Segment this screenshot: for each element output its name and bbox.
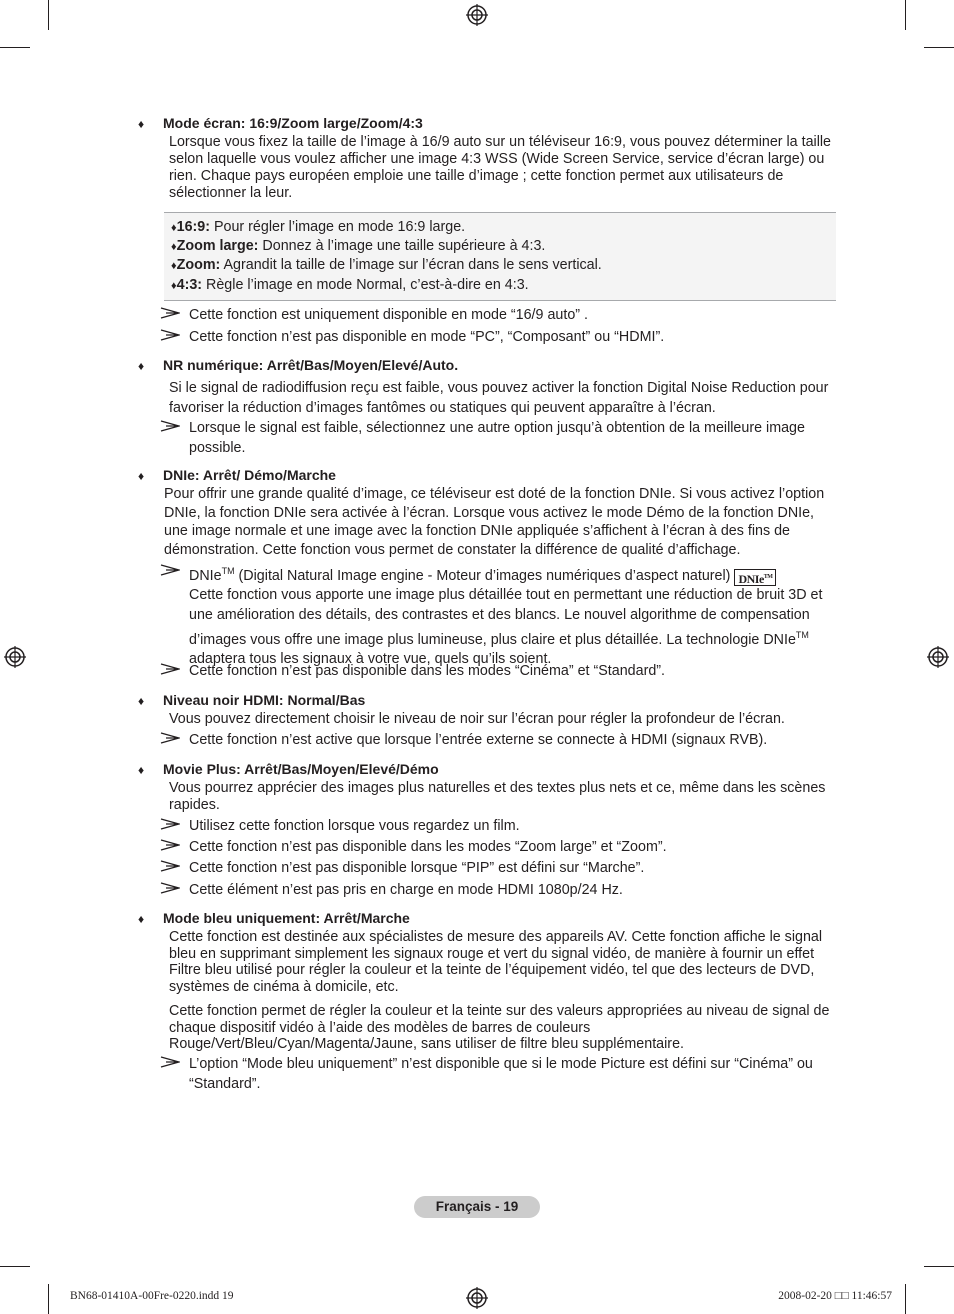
section-heading: ♦ Mode écran: 16:9/Zoom large/Zoom/4:3 (138, 115, 423, 131)
note-arrow-icon (160, 882, 180, 894)
note-arrow-icon (160, 732, 180, 744)
registration-mark-icon (466, 4, 488, 26)
registration-mark-icon (927, 646, 949, 668)
note-arrow-icon (160, 564, 180, 576)
section-heading: ♦ NR numérique: Arrêt/Bas/Moyen/Elevé/Auto. (138, 357, 459, 373)
section-heading: ♦ Movie Plus: Arrêt/Bas/Moyen/Elevé/Démo (138, 761, 439, 777)
note: Cette fonction n’est pas disponible lorsque “PIP” est défini sur “Marche”. (160, 858, 840, 878)
dnie-logo: DNIe™ (734, 569, 776, 586)
registration-mark-icon (466, 1287, 488, 1309)
note-arrow-icon (160, 1056, 180, 1068)
section-paragraph: Vous pourrez apprécier des images plus naturelles et des textes plus nets et ce, même dans les scènes rapides. (169, 780, 826, 813)
option-row: ♦Zoom: Agrandit la taille de l’image sur l’écran dans le sens vertical. (171, 257, 602, 273)
note: Cette fonction est uniquement disponible en mode “16/9 auto” . (160, 305, 840, 325)
note: Utilisez cette fonction lorsque vous regardez un film. (160, 816, 840, 836)
note: Cette fonction n’est pas disponible en mode “PC”, “Composant” ou “HDMI”. (160, 327, 840, 347)
slug-left: BN68-01410A-00Fre-0220.indd 19 (70, 1290, 234, 1302)
note-arrow-icon (160, 307, 180, 319)
note: Cette élément n’est pas pris en charge en mode HDMI 1080p/24 Hz. (160, 880, 840, 900)
note: Cette fonction n’est pas disponible dans les modes “Cinéma” et “Standard”. (160, 661, 840, 681)
section-paragraph: Si le signal de radiodiffusion reçu est faible, vous pouvez activer la fonction Digital Noise Reduction pour favoriser la réduction d’images fantômes ou statiques qui peuvent apparaître à l’écran. (169, 380, 829, 416)
crop-mark (48, 1284, 49, 1314)
options-box (164, 212, 836, 301)
crop-mark (48, 0, 49, 30)
note: Lorsque le signal est faible, sélectionnez une autre option jusqu’à obtention de la meilleure image possible. (160, 418, 840, 458)
note-arrow-icon (160, 663, 180, 675)
crop-mark (924, 1266, 954, 1267)
section-heading: ♦ DNIe: Arrêt/ Démo/Marche (138, 467, 336, 483)
crop-mark (905, 1284, 906, 1314)
note-arrow-icon (160, 839, 180, 851)
section-heading: ♦ Niveau noir HDMI: Normal/Bas (138, 692, 366, 708)
note: Cette fonction n’est active que lorsque l’entrée externe se connecte à HDMI (signaux RVB). (160, 730, 840, 750)
crop-mark (0, 1266, 30, 1267)
bullet: ♦ (138, 117, 145, 131)
option-row: ♦Zoom large: Donnez à l’image une taille supérieure à 4:3. (171, 238, 546, 254)
section-paragraph: Vous pouvez directement choisir le niveau de noir sur l’écran pour régler la profondeur de l’écran. (169, 711, 785, 727)
crop-mark (0, 47, 30, 48)
registration-mark-icon (4, 646, 26, 668)
note: Cette fonction n’est pas disponible dans les modes “Zoom large” et “Zoom”. (160, 837, 840, 857)
page-number-badge: Français - 19 (414, 1196, 540, 1218)
section-paragraph: Cette fonction est destinée aux spécialistes de mesure des appareils AV. Cette fonction affiche le signal bleu en supprimant simplement les signaux rouge et vert du signal vidéo, de manière à fournir un effet Filtre bleu utilisé pour régler la couleur et la teinte de l’équipement vidéo, tel que des lecteurs de DVD, systèmes de cinéma à domicile, etc. (169, 929, 823, 995)
crop-mark (905, 0, 906, 30)
note-arrow-icon (160, 329, 180, 341)
section-paragraph: Cette fonction permet de régler la couleur et la teinte sur des valeurs appropriées au niveau de signal de chaque dispositif vidéo à l’aide des modèles de barres de couleurs Rouge/Vert/Bleu/Cyan/Magenta/Jaune, sans utiliser de filtre bleu supplémentaire. (169, 1003, 830, 1052)
note: DNIe™ (Digital Natural Image engine - Moteur d’images numériques d’aspect naturel) DNIe™ Cette fonction vous apporte une image plus détaillée tout en permettant une réduction de bruit 3D et une amélioration des détails, des contrastes et des blancs. Le nouvel algorithme de compensation d’images vous offre une image plus lumineuse, plus claire et plus détaillée. La technologie DNIe™ adaptera tous les signaux à votre vue, quels qu’ils soient. (160, 562, 840, 662)
crop-mark (924, 47, 954, 48)
option-row: ♦16:9: Pour régler l’image en mode 16:9 large. (171, 219, 466, 235)
note-arrow-icon (160, 420, 180, 432)
note-arrow-icon (160, 860, 180, 872)
slug-right: 2008-02-20 □□ 11:46:57 (778, 1290, 892, 1302)
note: L’option “Mode bleu uniquement” n’est disponible que si le mode Picture est défini sur “Cinéma” ou “Standard”. (160, 1054, 840, 1094)
option-row: ♦4:3: Règle l’image en mode Normal, c’est-à-dire en 4:3. (171, 277, 529, 293)
section-paragraph: Lorsque vous fixez la taille de l’image à 16/9 auto sur un téléviseur 16:9, vous pouvez déterminer la taille selon laquelle vous voulez afficher une image 4:3 WSS (Wide Screen Service, service d’écran large) ou rien. Chaque pays européen emploie une taille d’image ; cette fonction permet aux utilisateurs de sélectionner la leur. (169, 134, 832, 201)
section-paragraph: Pour offrir une grande qualité d’image, ce téléviseur est doté de la fonction DNIe. Si vous activez l’option DNIe, la fonction DNIe sera activée à l’écran. Lorsque vous activez le mode Démo de la fonction DNIe, une image normale et une image avec la fonction DNIe appliquée s’affichent à l’écran à des fins de démonstration. Cette fonction vous permet de constater la différence de qualité d’affichage. (164, 486, 825, 559)
section-heading: ♦ Mode bleu uniquement: Arrêt/Marche (138, 910, 410, 926)
note-arrow-icon (160, 818, 180, 830)
